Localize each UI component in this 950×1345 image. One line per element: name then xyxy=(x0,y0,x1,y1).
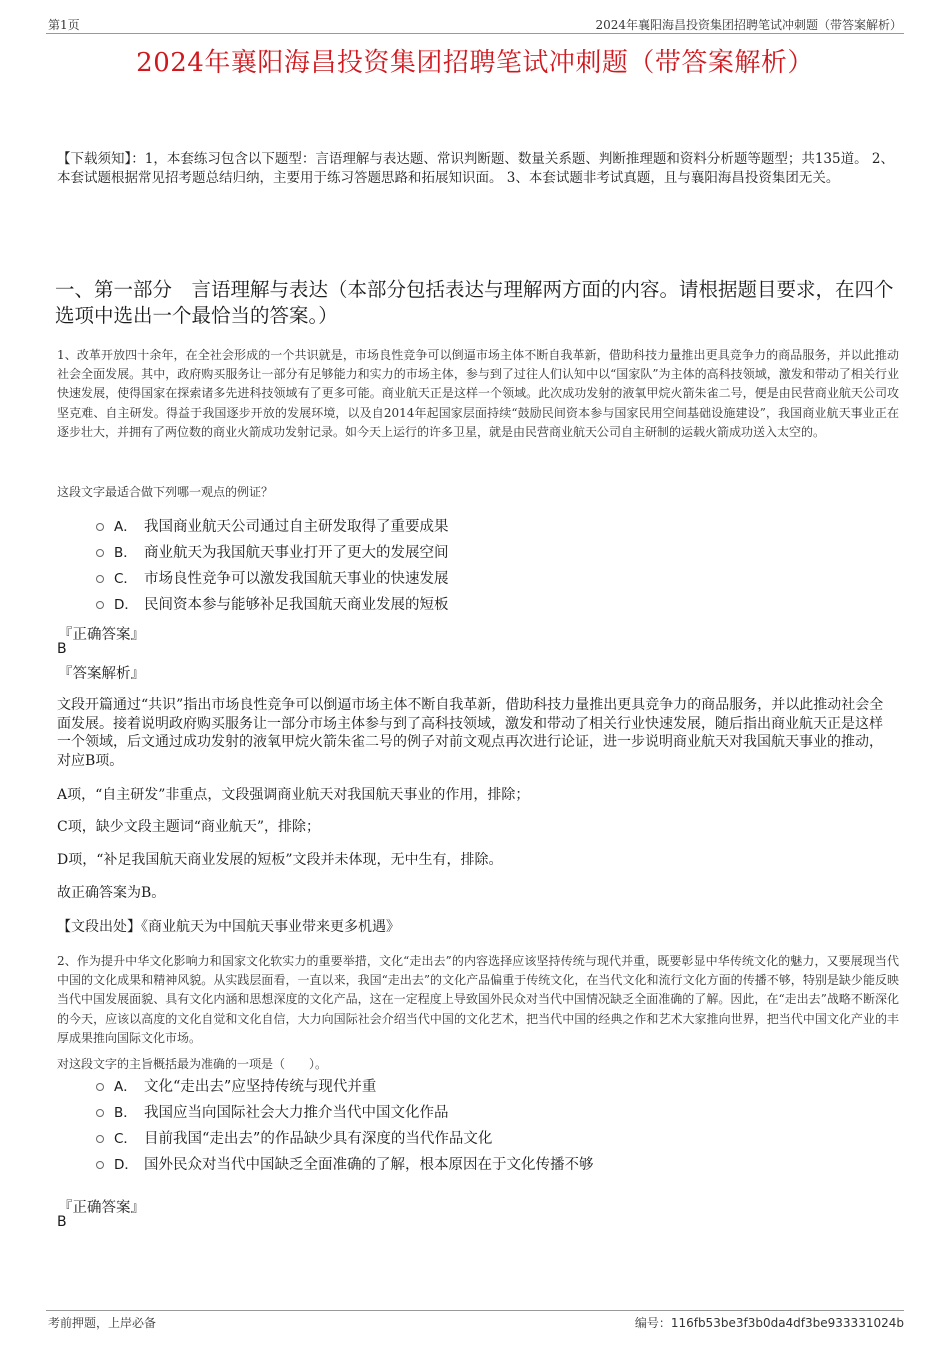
radio-icon[interactable] xyxy=(96,1083,104,1091)
q1-conclusion: 故正确答案为B。 xyxy=(57,885,166,901)
q1-analysis-option-a: A项，“自主研发”非重点，文段强调商业航天对我国航天事业的作用，排除； xyxy=(57,787,530,803)
q1-option-c[interactable] xyxy=(96,564,876,590)
option-letter: D． xyxy=(114,1157,138,1173)
option-letter: C． xyxy=(114,1131,137,1147)
q1-answer: B xyxy=(57,641,67,657)
q2-answer-label: 『正确答案』 xyxy=(58,1200,145,1216)
q2-options xyxy=(96,1072,876,1176)
document-title: 2024年襄阳海昌投资集团招聘笔试冲刺题（带答案解析） xyxy=(136,48,814,78)
q2-option-a[interactable] xyxy=(96,1072,876,1098)
q1-answer-label: 『正确答案』 xyxy=(58,627,145,643)
radio-icon[interactable] xyxy=(96,549,104,557)
radio-icon[interactable] xyxy=(96,575,104,583)
footer-slogan: 考前押题，上岸必备 xyxy=(48,1316,157,1330)
q1-stem: 这段文字最适合做下列哪一观点的例证？ xyxy=(57,485,274,499)
page-number: 第1页 xyxy=(48,18,80,32)
option-letter: B． xyxy=(114,545,137,561)
option-text: 我国应当向国际社会大力推介当代中国文化作品 xyxy=(144,1104,449,1121)
q1-source: 【文段出处】《商业航天为中国航天事业带来更多机遇》 xyxy=(57,919,400,935)
q2-option-c[interactable] xyxy=(96,1124,876,1150)
download-notice: 【下载须知】：1，本套练习包含以下题型：言语理解与表达题、常识判断题、数量关系题、判断推理题和资料分析题等题型；共135道。 2、本套试题根据常见招考题总结归纳，主要用于练习答题思路和拓展知识面。 3、本套试题非考试真题，且与襄阳海昌投资集团无关。 xyxy=(57,151,894,186)
q1-passage: 1、改革开放四十余年，在全社会形成的一个共识就是，市场良性竞争可以倒逼市场主体不断自我革新，借助科技力量推出更具竞争力的商品服务，并以此推动社会全面发展。其中，政府购买服务让一部分有足够能力和实力的市场主体，参与到了过往人们认知中以“国家队”为主体的高科技领域，激发和带动了相关行业快速发展，使得国家在探索诸多先进科技领域有了更多可能。商业航天正是这样一个领域。此次成功发射的液氧甲烷火箭朱雀二号，便是由民营商业航天公司攻坚克难、自主研发。得益于我国逐步开放的发展环境，以及自2014年起国家层面持续“鼓励民间资本参与国家民用空间基础设施建设”，我国商业航天事业正在逐步壮大，并拥有了两位数的商业火箭成功发射记录。如今天上运行的许多卫星，就是由民营商业航天公司自主研制的运载火箭成功送入太空的。 xyxy=(57,348,899,439)
q2-answer: B xyxy=(57,1214,67,1230)
option-text: 国外民众对当代中国缺乏全面准确的了解，根本原因在于文化传播不够 xyxy=(144,1156,594,1173)
section-heading: 一、第一部分 言语理解与表达（本部分包括表达与理解两方面的内容。请根据题目要求，在四个选项中选出一个最恰当的答案。） xyxy=(55,278,894,327)
q2-option-b[interactable] xyxy=(96,1098,876,1124)
q2-passage: 2、作为提升中华文化影响力和国家文化软实力的重要举措，文化“走出去”的内容选择应该坚持传统与现代并重，既要彰显中华传统文化的魅力，又要展现当代中国的文化成果和精神风貌。从实践层面看，一直以来，我国“走出去”的文化产品偏重于传统文化，在当代文化和流行文化方面的传播不够，特别是缺少能反映当代中国发展面貌、具有文化内涵和思想深度的文化产品，这在一定程度上导致国外民众对当代中国情况缺乏全面准确的了解。因此，在“走出去”战略不断深化的今天，应该以高度的文化自觉和文化自信，大力向国际社会介绍当代中国的文化艺术，把当代中国的经典之作和艺术大家推向世界，把当代中国文化产业的丰厚成果推向国际文化市场。 xyxy=(57,954,899,1045)
option-text: 商业航天为我国航天事业打开了更大的发展空间 xyxy=(144,544,449,561)
option-letter: A． xyxy=(114,1079,137,1095)
option-letter: B． xyxy=(114,1105,137,1121)
option-text: 文化“走出去”应坚持传统与现代并重 xyxy=(144,1078,377,1095)
q1-analysis-label: 『答案解析』 xyxy=(58,666,145,682)
option-letter: A． xyxy=(114,519,137,535)
footer-serial: 编号：116fb53be3f3b0da4df3be933331024b xyxy=(634,1316,904,1330)
q1-analysis-option-d: D项，“补足我国航天商业发展的短板”文段并未体现，无中生有，排除。 xyxy=(57,852,503,868)
q2-option-d[interactable] xyxy=(96,1150,876,1176)
q1-option-d[interactable] xyxy=(96,590,876,616)
footer-divider xyxy=(46,1310,904,1311)
q2-stem: 对这段文字的主旨概括最为准确的一项是（ ）。 xyxy=(57,1057,328,1071)
q1-option-b[interactable] xyxy=(96,538,876,564)
q1-option-a[interactable] xyxy=(96,512,876,538)
radio-icon[interactable] xyxy=(96,1109,104,1117)
q1-options xyxy=(96,512,876,616)
option-text: 目前我国“走出去”的作品缺少具有深度的当代作品文化 xyxy=(144,1130,493,1147)
q1-analysis-option-c: C项，缺少文段主题词“商业航天”，排除； xyxy=(57,819,321,835)
running-header-title: 2024年襄阳海昌投资集团招聘笔试冲刺题（带答案解析） xyxy=(595,18,902,32)
option-text: 民间资本参与能够补足我国航天商业发展的短板 xyxy=(144,596,449,613)
option-text: 我国商业航天公司通过自主研发取得了重要成果 xyxy=(144,518,449,535)
radio-icon[interactable] xyxy=(96,1135,104,1143)
option-letter: C． xyxy=(114,571,137,587)
radio-icon[interactable] xyxy=(96,601,104,609)
q1-analysis: 文段开篇通过“共识”指出市场良性竞争可以倒逼市场主体不断自我革新，借助科技力量推出更具竞争力的商品服务，并以此推动社会全面发展。接着说明政府购买服务让一部分市场主体参与到了高科技领域，激发和带动了相关行业快速发展，随后指出商业航天正是这样一个领域，后文通过成功发射的液氧甲烷火箭朱雀二号的例子对前文观点再次进行论证，进一步说明商业航天对我国航天事业的推动，对应B项。 xyxy=(57,697,884,769)
header-divider xyxy=(46,33,904,34)
option-letter: D． xyxy=(114,597,138,613)
radio-icon[interactable] xyxy=(96,1161,104,1169)
option-text: 市场良性竞争可以激发我国航天事业的快速发展 xyxy=(144,570,449,587)
radio-icon[interactable] xyxy=(96,523,104,531)
